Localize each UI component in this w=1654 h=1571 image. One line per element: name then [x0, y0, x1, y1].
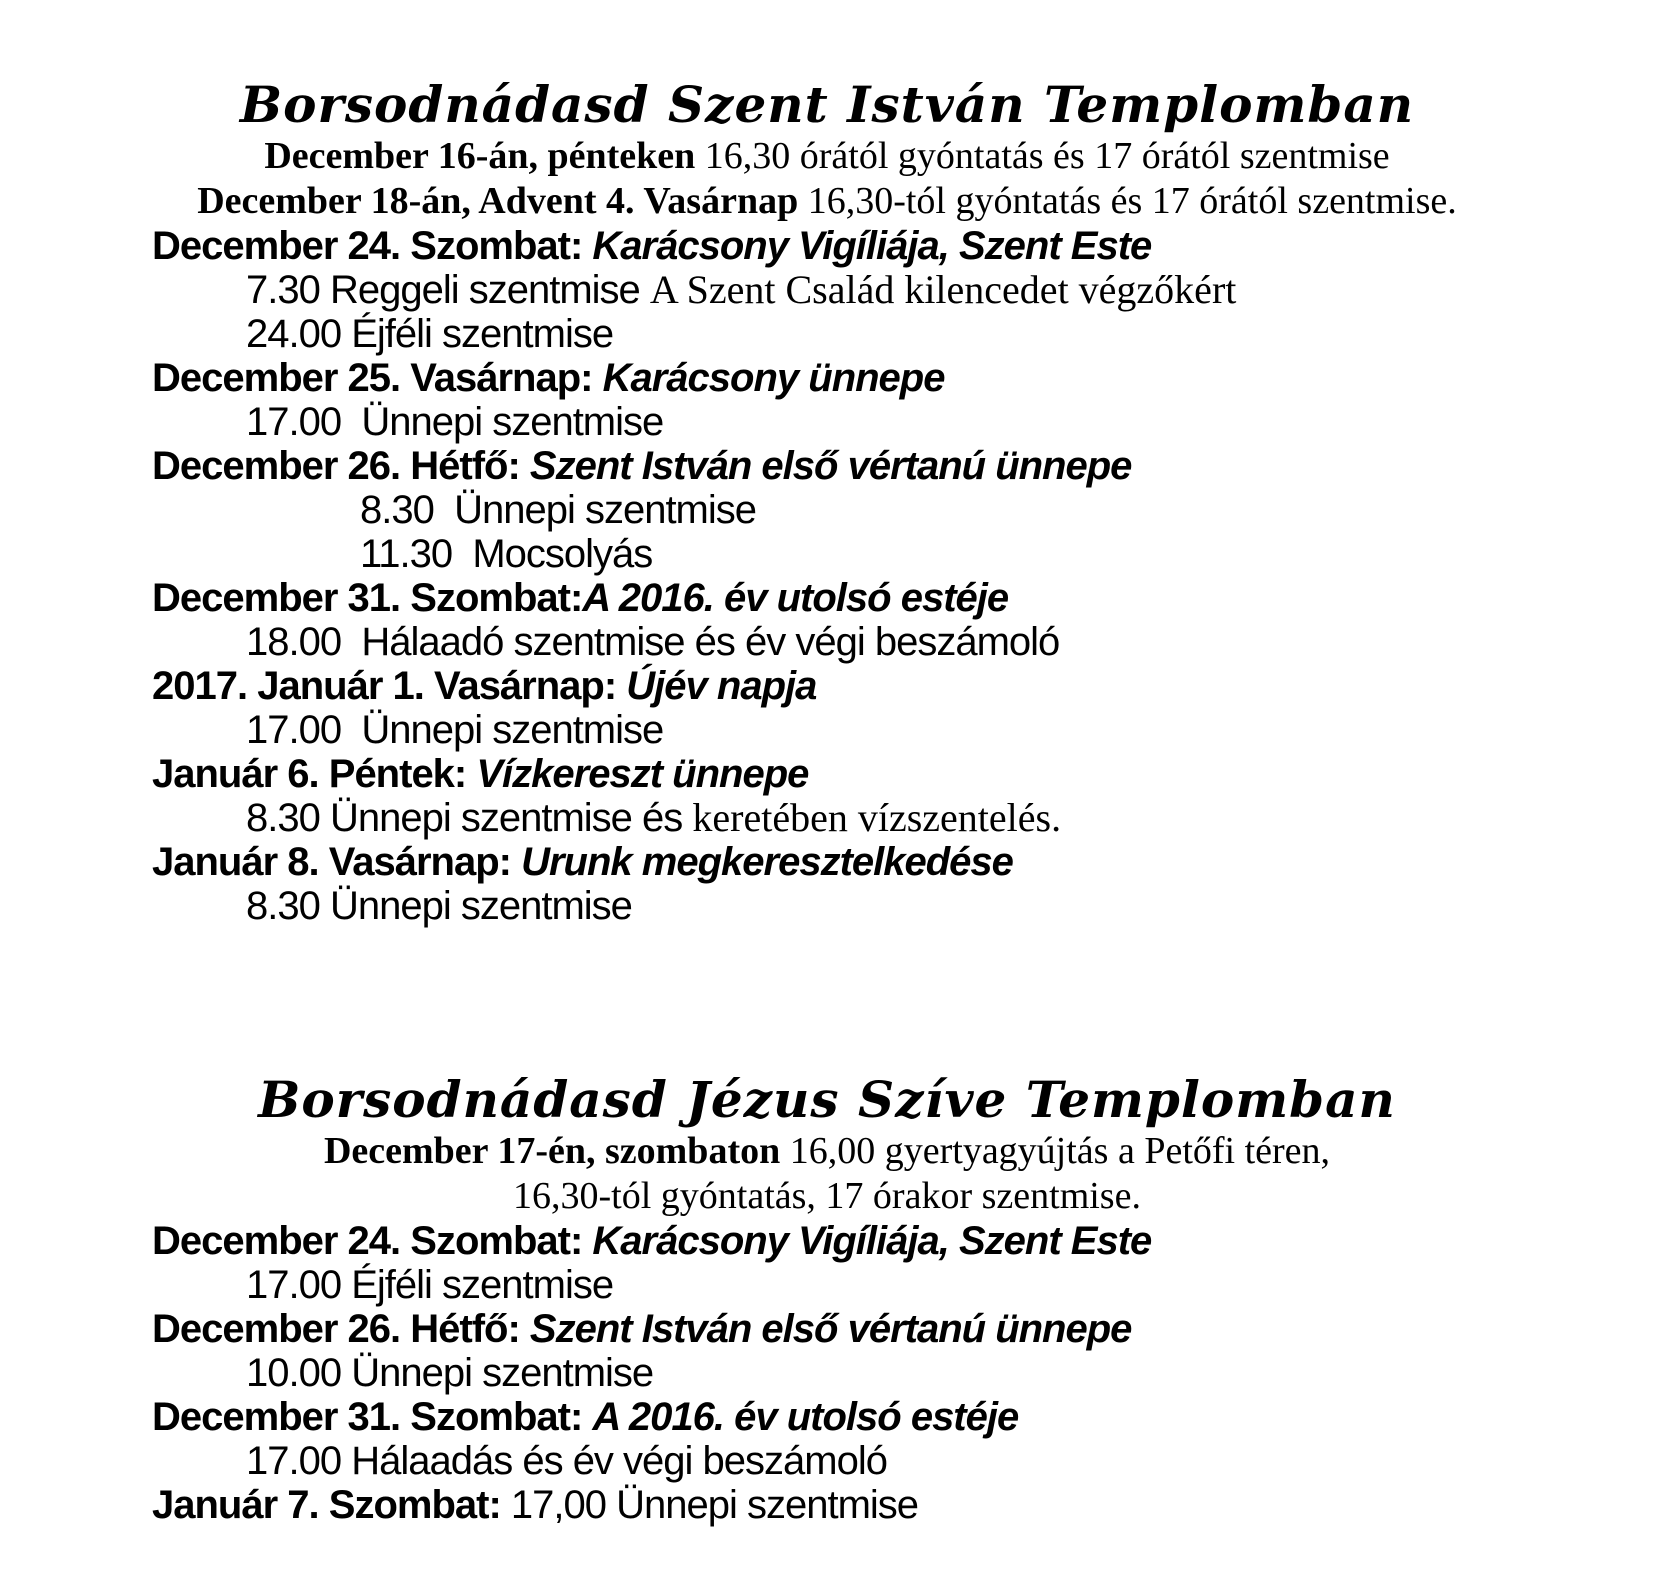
text-run: 16,30-tól gyóntatás, 17 órakor szentmise.: [513, 1175, 1141, 1217]
text-run: Szent István első vértanú ünnepe: [529, 1307, 1132, 1351]
schedule-day-heading: [0, 576, 1654, 620]
text-run: December 24. Szombat:: [152, 1219, 593, 1263]
schedule-day-heading: [0, 752, 1654, 796]
text-run: December 26. Hétfő:: [152, 444, 530, 488]
schedule-section: [0, 76, 1654, 928]
text-run: A Szent Család kilencedet végzőkért: [649, 267, 1237, 312]
text-run: 16,30 órától gyóntatás és 17 órától szentmise: [704, 135, 1390, 177]
text-run: 17.00 Ünnepi szentmise: [246, 708, 664, 752]
schedule-day-heading: [0, 1395, 1654, 1439]
text-run: 17.00 Éjféli szentmise: [246, 1263, 614, 1307]
text-run: 24.00 Éjféli szentmise: [246, 312, 614, 356]
schedule-day-heading: [0, 444, 1654, 488]
text-run: 11.30 Mocsolyás: [360, 532, 653, 576]
text-run: Vízkereszt ünnepe: [476, 752, 809, 796]
text-run: 17,00 Ünnepi szentmise: [510, 1483, 919, 1527]
text-run: keretében vízszentelés.: [692, 795, 1062, 840]
schedule-entry: [0, 708, 1654, 752]
schedule-day-heading: [0, 356, 1654, 400]
section-title: Borsodnádasd Szent István Templomban: [239, 75, 1415, 134]
text-run: Karácsony Vigíliája, Szent Este: [592, 224, 1152, 268]
text-run: December 25. Vasárnap:: [152, 356, 603, 400]
text-run: 17.00 Hálaadás és év végi beszámoló: [246, 1439, 887, 1483]
text-run: Január 6. Péntek:: [152, 752, 477, 796]
schedule-entry: [0, 796, 1654, 840]
text-run: 2017. Január 1. Vasárnap:: [152, 664, 627, 708]
schedule-day-heading: [0, 1483, 1654, 1527]
schedule-day-heading: [0, 1307, 1654, 1351]
text-run: Urunk megkeresztelkedése: [521, 840, 1013, 884]
text-run: A 2016. év utolsó estéje: [582, 576, 1009, 620]
schedule-section: [0, 1071, 1654, 1527]
text-run: December 31. Szombat:: [152, 576, 583, 620]
text-run: 8.30 Ünnepi szentmise: [246, 884, 632, 928]
text-run: December 16-án, pénteken: [264, 135, 705, 177]
text-run: A 2016. év utolsó estéje: [592, 1395, 1019, 1439]
text-run: 16,30-tól gyóntatás és 17 órától szentmise.: [807, 180, 1457, 222]
text-run: Karácsony ünnepe: [602, 356, 945, 400]
text-run: 8.30 Ünnepi szentmise és: [246, 796, 693, 840]
text-run: 18.00 Hálaadó szentmise és év végi beszámoló: [246, 620, 1060, 664]
schedule-day-heading: [0, 840, 1654, 884]
text-run: 17.00 Ünnepi szentmise: [246, 400, 664, 444]
text-run: December 18-án, Advent 4. Vasárnap: [197, 180, 808, 222]
schedule-entry: [0, 312, 1654, 356]
text-run: Szent István első vértanú ünnepe: [529, 444, 1132, 488]
schedule-entry: [0, 1439, 1654, 1483]
schedule-entry: [0, 1263, 1654, 1307]
text-run: December 24. Szombat:: [152, 224, 593, 268]
schedule-entry: [0, 400, 1654, 444]
text-run: December 31. Szombat:: [152, 1395, 593, 1439]
text-run: Január 8. Vasárnap:: [152, 840, 522, 884]
text-run: Újév napja: [626, 664, 817, 708]
intro-line: [0, 1129, 1654, 1174]
schedule-entry: [0, 1351, 1654, 1395]
schedule-entry: [0, 268, 1654, 312]
text-run: Karácsony Vigíliája, Szent Este: [592, 1219, 1152, 1263]
text-run: Január 7. Szombat:: [152, 1483, 511, 1527]
intro-line: [0, 1174, 1654, 1219]
section-title: Borsodnádasd Jézus Szíve Templomban: [258, 1070, 1396, 1129]
text-run: December 17-én, szombaton: [323, 1130, 790, 1172]
text-run: 8.30 Ünnepi szentmise: [360, 488, 757, 532]
schedule-entry: [0, 532, 1654, 576]
schedule-day-heading: [0, 224, 1654, 268]
intro-line: [0, 179, 1654, 224]
schedule-day-heading: [0, 1219, 1654, 1263]
schedule-entry: [0, 620, 1654, 664]
schedule-day-heading: [0, 664, 1654, 708]
text-run: 10.00 Ünnepi szentmise: [246, 1351, 654, 1395]
text-run: 16,00 gyertyagyújtás a Petőfi téren,: [789, 1130, 1331, 1172]
text-run: December 26. Hétfő:: [152, 1307, 530, 1351]
intro-line: [0, 134, 1654, 179]
schedule-entry: [0, 884, 1654, 928]
schedule-entry: [0, 488, 1654, 532]
text-run: 7.30 Reggeli szentmise: [246, 268, 650, 312]
